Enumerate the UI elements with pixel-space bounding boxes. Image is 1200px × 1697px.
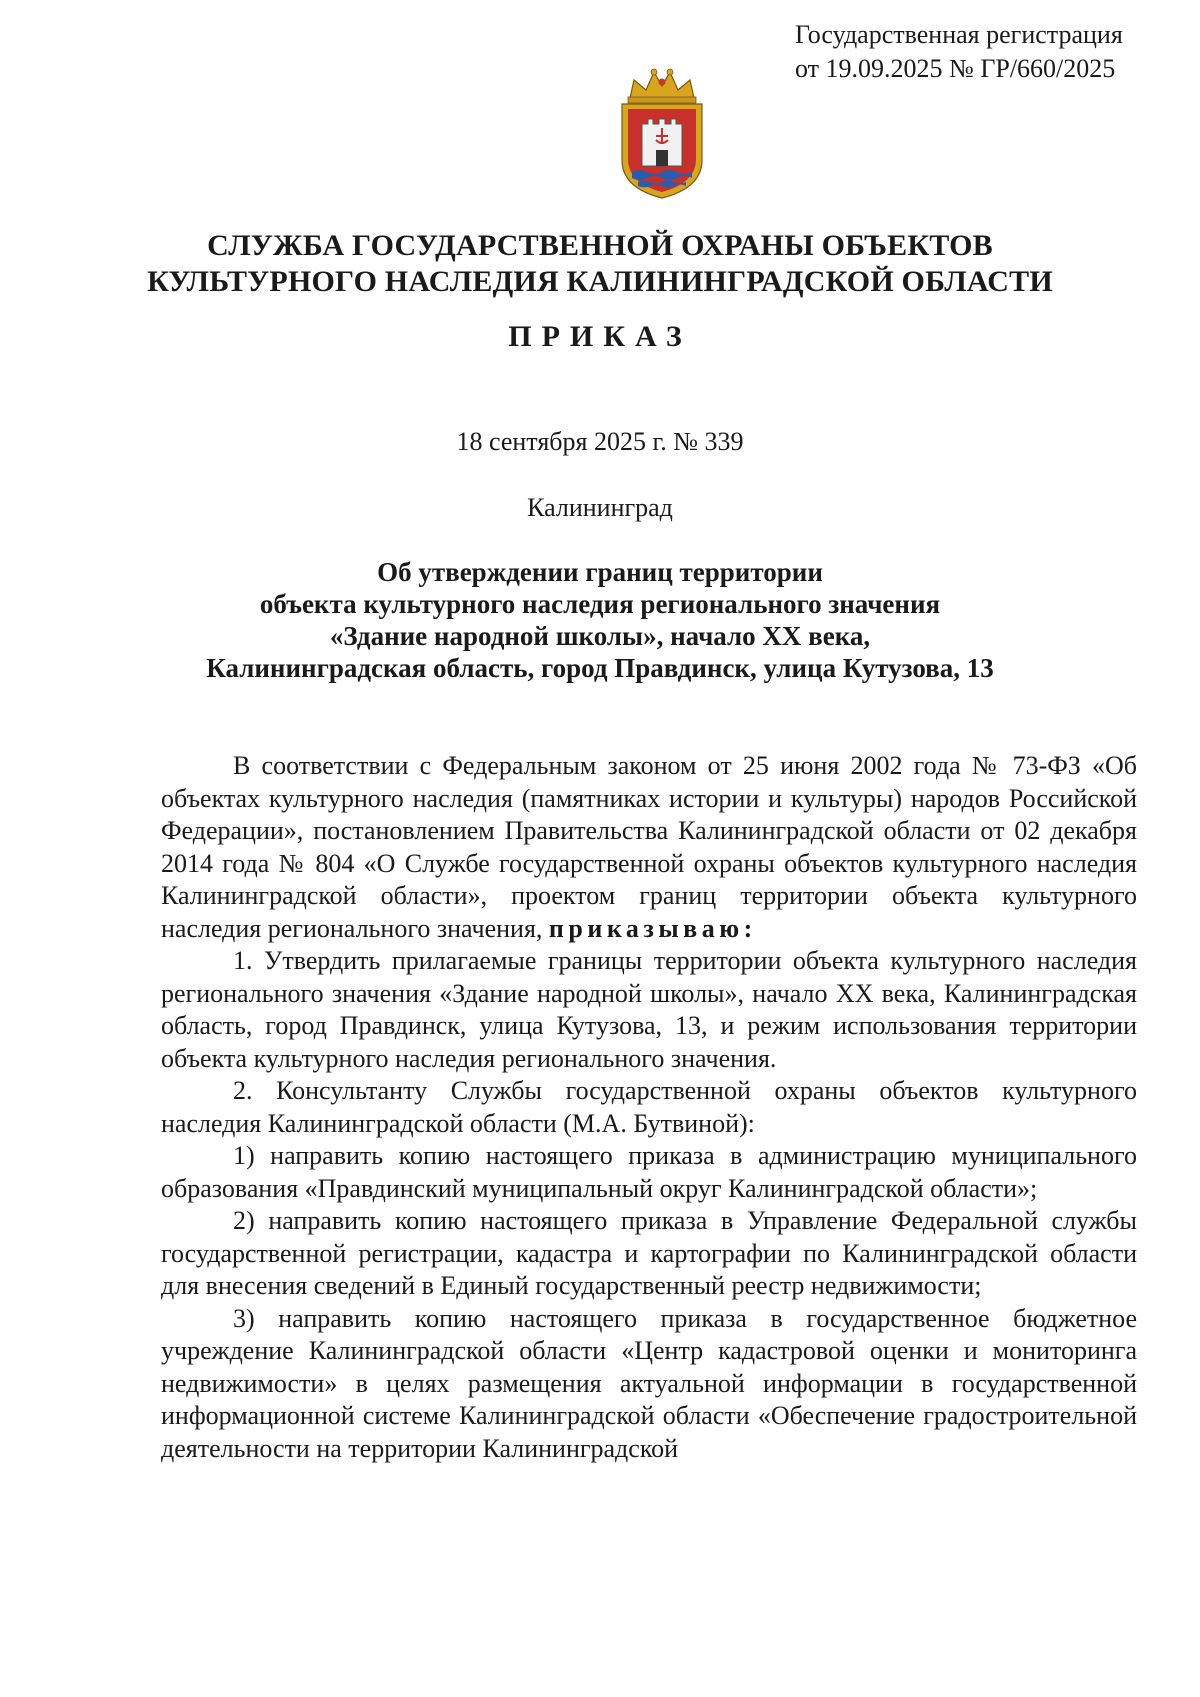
subject-line-4: Калининградская область, город Правдинск, улица Кутузова, 13 — [206, 653, 994, 683]
order-subject — [0, 556, 1200, 684]
subject-line-3: «Здание народной школы», начало XX века, — [329, 621, 871, 651]
subitem-3-paragraph: 3) направить копию настоящего приказа в государственное бюджетное учреждение Калининградской области «Центр кадастровой оценки и мониторинга недвижимости» в целях размещения актуальной информации в государственной информационной системе Калининградской области «Обеспечение градостроительной деятельности на территории Калининградской — [161, 1303, 1137, 1463]
subject-line-2: объекта культурного наследия регионального значения — [259, 589, 941, 619]
subitem-2-paragraph: 2) направить копию настоящего приказа в Управление Федеральной службы государственной регистрации, кадастра и картографии по Калининградской области для внесения сведений в Единый государственный реестр недвижимости; — [161, 1206, 1137, 1300]
kaliningrad-coat-of-arms-icon — [612, 64, 712, 200]
subject-line-1: Об утверждении границ территории — [377, 557, 823, 587]
order-city: Калининград — [527, 493, 673, 522]
order-body — [161, 750, 1137, 1465]
preamble-paragraph — [161, 750, 1137, 945]
agency-name — [0, 228, 1200, 300]
subitem-1-paragraph: 1) направить копию настоящего приказа в администрацию муниципального образования «Правдинский муниципальный округ Калининградской области»; — [161, 1141, 1137, 1203]
item-1-paragraph: 1. Утвердить прилагаемые границы территории объекта культурного наследия регионального значения «Здание народной школы», начало XX века, Калининградская область, город Правдинск, улица Кутузова, 13, и режим использования территории объекта культурного наследия регионального значения. — [161, 946, 1137, 1073]
order-date-number: 18 сентября 2025 г. № 339 — [456, 427, 744, 456]
preamble-text: В соответствии с Федеральным законом от 25 июня 2002 года № 73-ФЗ «Об объектах культурного наследия (памятниках истории и культуры) народов Российской Федерации», постановлением Правительства Калининградской области от 02 декабря 2014 года № 804 «О Службе государственной охраны объектов культурного наследия Калининградской области», проектом границ территории объекта культурного наследия регионального значения, — [161, 751, 1137, 943]
agency-name-line-2: КУЛЬТУРНОГО НАСЛЕДИЯ КАЛИНИНГРАДСКОЙ ОБЛАСТИ — [147, 265, 1053, 298]
registration-stamp — [795, 18, 1175, 86]
registration-line-2: от 19.09.2025 № ГР/660/2025 — [795, 54, 1116, 83]
agency-name-line-1: СЛУЖБА ГОСУДАРСТВЕННОЙ ОХРАНЫ ОБЪЕКТОВ — [207, 229, 993, 262]
document-type-title: ПРИКАЗ — [508, 320, 692, 353]
registration-line-1: Государственная регистрация — [795, 20, 1123, 49]
order-verb: приказываю: — [548, 913, 757, 943]
item-2-paragraph: 2. Консультанту Службы государственной охраны объектов культурного наследия Калининградской области (М.А. Бутвиной): — [161, 1076, 1137, 1138]
